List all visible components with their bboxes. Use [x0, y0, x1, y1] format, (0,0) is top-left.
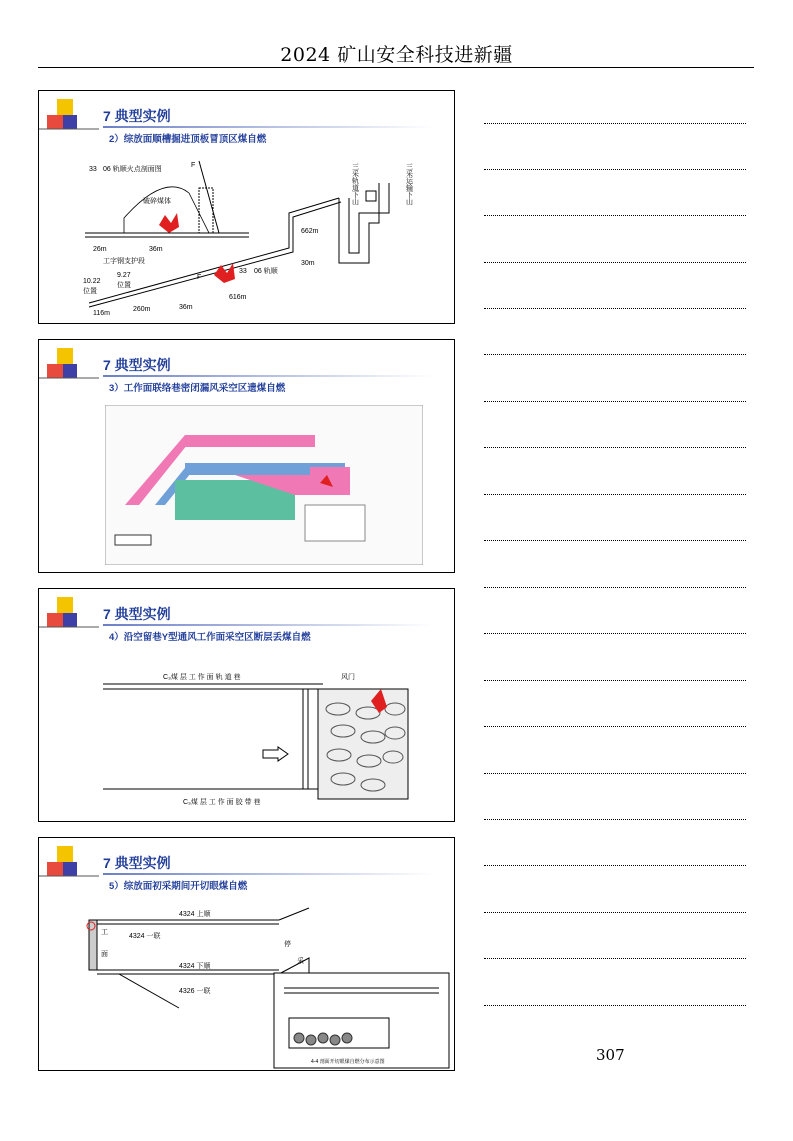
slide-title: 7 典型实例: [103, 108, 171, 124]
note-line[interactable]: [484, 262, 746, 263]
svg-text:F: F: [197, 274, 202, 281]
slide-4: [38, 837, 455, 1071]
slide-title-rule: [103, 873, 433, 875]
slide-title: 7 典型实例: [103, 606, 171, 622]
note-line[interactable]: [484, 958, 746, 959]
svg-text:4324 上顺: 4324 上顺: [179, 911, 211, 918]
slide-subtitle: 2）综放面顺槽掘进顶板冒顶区煤自燃: [109, 134, 267, 145]
profile-title: 33: [89, 166, 97, 173]
note-line[interactable]: [484, 354, 746, 355]
svg-text:面: 面: [101, 951, 108, 958]
note-line[interactable]: [484, 169, 746, 170]
svg-text:36m: 36m: [179, 304, 193, 311]
svg-text:采: 采: [297, 958, 304, 965]
note-line[interactable]: [484, 587, 746, 588]
note-line[interactable]: [484, 1005, 746, 1006]
svg-text:06 轨顺火点剖面图: 06 轨顺火点剖面图: [103, 166, 162, 173]
note-line[interactable]: [484, 680, 746, 681]
bottom-road-label: C₃煤 层 工 作 面 胶 带 巷: [183, 799, 261, 806]
slide-subtitle: 3）工作面联络巷密闭漏风采空区遗煤自燃: [109, 383, 286, 394]
svg-text:位置: 位置: [83, 288, 97, 295]
slide-subtitle: 5）综放面初采期间开切眼煤自燃: [109, 881, 248, 892]
svg-text:三采运输下山: 三采运输下山: [405, 163, 413, 205]
fault-label: F: [191, 162, 196, 169]
svg-text:4324 下顺: 4324 下顺: [179, 963, 211, 970]
slide-title: 7 典型实例: [103, 855, 171, 871]
svg-text:616m: 616m: [229, 294, 247, 301]
svg-text:116m: 116m: [93, 310, 110, 317]
coal-label: 破碎煤体: [143, 198, 171, 205]
svg-text:30m: 30m: [301, 260, 315, 267]
slide-1: [38, 90, 455, 324]
svg-text:工字钢支护段: 工字钢支护段: [103, 258, 145, 265]
note-line[interactable]: [484, 633, 746, 634]
note-line[interactable]: [484, 123, 746, 124]
slide-logo-icon: [39, 838, 99, 898]
svg-text:06 轨顺: 06 轨顺: [254, 268, 278, 275]
page-header-title: 2024 矿山安全科技进新疆: [280, 44, 513, 66]
note-line[interactable]: [484, 308, 746, 309]
svg-text:4-4 剖面开切眼煤自燃分布示意图: 4-4 剖面开切眼煤自燃分布示意图: [311, 1059, 385, 1065]
note-line[interactable]: [484, 494, 746, 495]
slide-title: 7 典型实例: [103, 357, 171, 373]
note-line[interactable]: [484, 865, 746, 866]
note-line[interactable]: [484, 819, 746, 820]
svg-text:停: 停: [284, 941, 291, 948]
note-line[interactable]: [484, 912, 746, 913]
svg-text:风门: 风门: [341, 674, 355, 681]
y-ventilation-diagram: [103, 649, 418, 809]
svg-text:4324 一联: 4324 一联: [129, 933, 161, 940]
slide-logo-icon: [39, 340, 99, 400]
seal-leak-diagram: [105, 405, 423, 565]
svg-text:36m: 36m: [149, 246, 163, 253]
svg-text:9.27: 9.27: [117, 272, 131, 279]
slide-title-rule: [103, 126, 433, 128]
slide-2: [38, 339, 455, 573]
svg-text:26m: 26m: [93, 246, 107, 253]
slide-title-rule: [103, 624, 433, 626]
note-line[interactable]: [484, 726, 746, 727]
note-line[interactable]: [484, 773, 746, 774]
svg-text:10.22: 10.22: [83, 278, 101, 285]
slide-3: [38, 588, 455, 822]
slide-logo-icon: [39, 589, 99, 649]
svg-text:三采轨道下山: 三采轨道下山: [351, 163, 359, 205]
cut-hole-diagram: [79, 898, 455, 1071]
svg-text:260m: 260m: [133, 306, 151, 313]
slide-logo-icon: [39, 91, 99, 151]
note-line[interactable]: [484, 540, 746, 541]
note-line[interactable]: [484, 401, 746, 402]
note-line[interactable]: [484, 215, 746, 216]
svg-text:33: 33: [239, 268, 247, 275]
top-road-label: C₃煤 层 工 作 面 轨 道 巷: [163, 674, 241, 681]
roof-fall-diagram: [79, 153, 449, 324]
fire-icon: [159, 213, 179, 233]
svg-text:662m: 662m: [301, 228, 319, 235]
slide-subtitle: 4）沿空留巷Y型通风工作面采空区断层丢煤自燃: [109, 632, 311, 643]
page-number: 307: [596, 1046, 625, 1064]
svg-text:工: 工: [101, 929, 108, 936]
svg-text:位置: 位置: [117, 282, 131, 289]
header-rule: [38, 67, 754, 68]
note-line[interactable]: [484, 447, 746, 448]
slide-title-rule: [103, 375, 433, 377]
airflow-arrow-icon: [263, 747, 288, 761]
svg-text:4326 一联: 4326 一联: [179, 988, 211, 995]
